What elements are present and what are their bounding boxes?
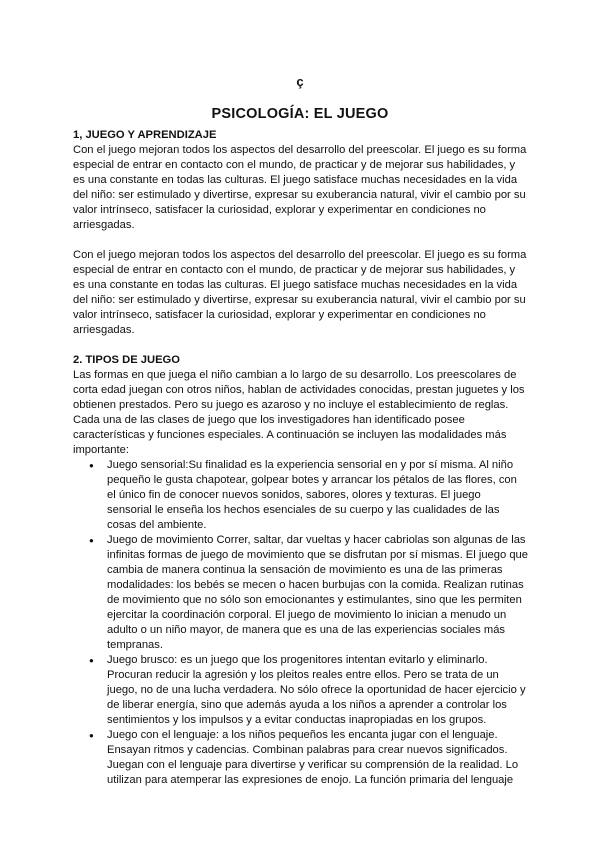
section-2-intro: Las formas en que juega el niño cambian a lo largo de su desarrollo. Los preescolares de corta edad juegan con otros niños, hablan de actividades conocidas, prestan juguetes y los obtienen prestados. Pero su juego es azaroso y no incluye el establecimiento de reglas. Cada una de las clases de juego que los investigadores han identificado posee características y funciones especiales. A continuación se incluyen las modalidades más importante:: [73, 369, 525, 456]
play-types-list: [73, 458, 528, 788]
document-title: PSICOLOGÍA: EL JUEGO: [211, 106, 389, 122]
section-1-paragraph-1: Con el juego mejoran todos los aspectos del desarrollo del preescolar. El juego es su forma especial de entrar en contacto con el mundo, de practicar y de mejorar sus habilidades, y es una constante en todas las culturas. El juego satisface muchas necesidades en la vida del niño: ser estimulado y divertirse, expresar su exuberancia natural, vivir el cambio por su valor intrínseco, satisfacer la curiosidad, explorar y experimentar en condiciones no arriesgadas.: [73, 144, 527, 231]
document-body: [73, 128, 528, 788]
paragraph-spacer: [73, 233, 528, 248]
top-mark: ç: [296, 74, 304, 89]
list-item-language-play: ● Juego con el lenguaje: a los niños pequeños les encanta jugar con el lenguaje. Ensayan ritmos y cadencias. Combinan palabras para crear nuevos significados. Juegan con el lenguaje para divertirse y verificar su comprensión de la realidad. Lo utilizan para atemperar las expresiones de enojo. La función primaria del lenguaje: [107, 728, 528, 788]
section-1-paragraph-2: Con el juego mejoran todos los aspectos del desarrollo del preescolar. El juego es su forma especial de entrar en contacto con el mundo, de practicar y de mejorar sus habilidades, y es una constante en todas las culturas. El juego satisface muchas necesidades en la vida del niño: ser estimulado y divertirse, expresar su exuberancia natural, vivir el cambio por su valor intrínseco, satisfacer la curiosidad, explorar y experimentar en condiciones no arriesgadas.: [73, 249, 527, 336]
list-item-sensory-play: ● Juego sensorial:Su finalidad es la experiencia sensorial en y por sí misma. Al niño pequeño le gusta chapotear, golpear botes y arrancar los pétalos de las flores, con el único fin de conocer nuevos sonidos, sabores, olores y texturas. El juego sensorial le enseña los hechos esenciales de su cuerpo y las cualidades de las cosas del ambiente.: [107, 458, 528, 533]
section-spacer: [73, 338, 528, 353]
section-1-heading: 1, JUEGO Y APRENDIZAJE: [73, 129, 217, 141]
list-item-rough-play: ● Juego brusco: es un juego que los progenitores intentan evitarlo y eliminarlo. Procuran reducir la agresión y los pleitos reales entre ellos. Pero se trata de un juego, no de una lucha verdadera. No sólo ofrece la oportunidad de hacer ejercicio y de liberar energía, sino que además ayuda a los niños a aprender a controlar los sentimientos y los impulsos y a evitar conductas inapropiadas en los grupos.: [107, 653, 528, 728]
section-2-heading: 2. TIPOS DE JUEGO: [73, 354, 180, 366]
list-item-movement-play: ● Juego de movimiento Correr, saltar, dar vueltas y hacer cabriolas son algunas de las infinitas formas de juego de movimiento que se disfrutan por sí mismas. El juego que cambia de manera continua la sensación de movimiento es una de las primeras modalidades: los bebés se mecen o hacen burbujas con la comida. Realizan rutinas de movimiento que no sólo son emocionantes y estimulantes, sino que les permiten ejercitar la coordinación corporal. El juego de movimiento lo inician a menudo un adulto o un niño mayor, de manera que es una de las experiencias sociales más tempranas.: [107, 533, 528, 653]
